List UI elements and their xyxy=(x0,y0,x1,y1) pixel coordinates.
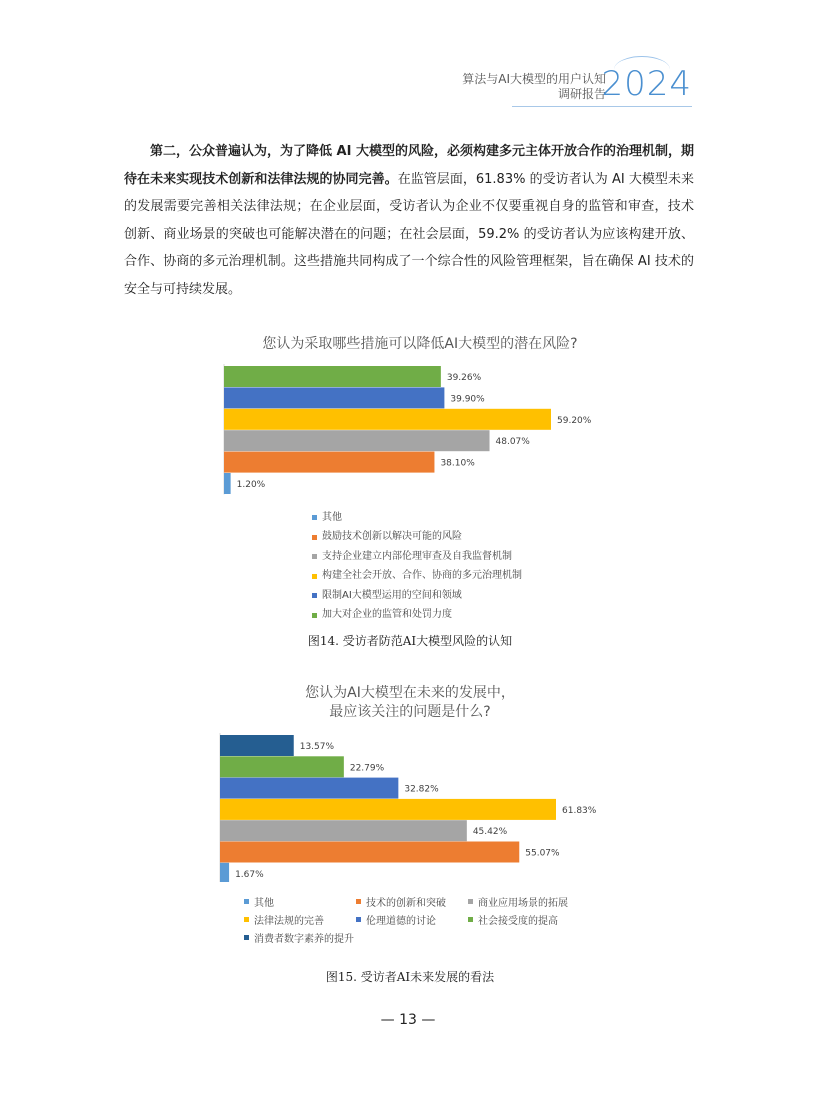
chart1-data-label: 1.20% xyxy=(236,480,266,490)
chart2-data-label: 22.79% xyxy=(349,763,385,774)
chart2-bar xyxy=(220,842,519,863)
chart2-bar xyxy=(220,735,294,756)
chart2-legend-label: 法律法规的完善 xyxy=(254,915,324,927)
legend-swatch xyxy=(468,899,473,904)
legend-swatch xyxy=(244,917,249,922)
chart2-legend-label: 技术的创新和突破 xyxy=(366,897,446,909)
legend-swatch xyxy=(244,935,249,940)
page-number: — 13 — xyxy=(380,1012,436,1028)
chart1-legend-label: 限制AI大模型运用的空间和领域 xyxy=(322,589,462,601)
legend-swatch xyxy=(312,515,317,520)
chart2-legend-label: 商业应用场景的拓展 xyxy=(478,897,568,909)
chart2-legend-item xyxy=(468,894,580,909)
chart2-legend-label: 社会接受度的提高 xyxy=(478,915,558,927)
chart2-bar xyxy=(220,799,556,820)
chart2-legend-row xyxy=(244,928,604,946)
header-report-title xyxy=(462,72,606,102)
paragraph-text: 在监管层面，61.83% 的受访者认为 AI 大模型未来的发展需要完善相关法律法规；在企业层面，受访者认为企业不仅要重视自身的监管和审查，技术创新、商业场景的突破也可能解决潜在的问题；在社会层面，59.2% 的受访者认为应该构建开放、合作、协商的多元治理机制。这些措施共同构成了一个综合性的风险管理框架，旨在确保 AI 技术的安全与可持续发展。 xyxy=(124,171,694,297)
legend-swatch xyxy=(312,613,317,618)
chart1-legend-label: 其他 xyxy=(322,511,342,523)
chart2-legend-label: 其他 xyxy=(254,897,274,909)
body-paragraph xyxy=(124,138,694,303)
chart1-legend-item xyxy=(312,606,522,626)
chart2-legend-item xyxy=(356,912,468,927)
chart2-legend-item xyxy=(244,894,356,909)
chart2-title-line2: 最应该关注的问题是什么? xyxy=(329,704,491,720)
paragraph-bold-lead: 第二，公众普遍认为，为了降低 AI 大模型的风险，必须构建多元主体开放合作的治理机制，期待在未来实现技术创新和法律法规的协同完善。 xyxy=(124,144,694,187)
header-divider xyxy=(512,106,692,107)
chart2-data-label: 32.82% xyxy=(404,784,439,795)
chart1-bar xyxy=(224,387,444,408)
chart2-legend-item xyxy=(244,930,356,945)
chart1-title: 您认为采取哪些措施可以降低AI大模型的潜在风险? xyxy=(262,336,578,352)
chart2-data-label: 61.83% xyxy=(562,805,597,816)
header-title-line1: 算法与AI大模型的用户认知 xyxy=(462,72,606,86)
chart2-title xyxy=(200,684,620,722)
chart1-bar xyxy=(224,473,231,494)
chart1-legend-label: 鼓励技术创新以解决可能的风险 xyxy=(322,531,462,543)
chart2-bar xyxy=(220,778,398,799)
chart1-legend-item xyxy=(312,508,522,528)
chart1-caption: 图14. 受访者防范AI大模型风险的认知 xyxy=(307,634,513,648)
legend-swatch xyxy=(244,899,249,904)
page-header xyxy=(452,60,692,110)
chart1-plot xyxy=(0,362,816,512)
legend-swatch xyxy=(312,574,317,579)
chart1-legend-label: 加大对企业的监管和处罚力度 xyxy=(322,609,452,621)
chart2-title-line1: 您认为AI大模型在未来的发展中， xyxy=(305,685,515,701)
chart2-legend-item xyxy=(244,912,356,927)
legend-swatch xyxy=(312,535,317,540)
legend-swatch xyxy=(312,593,317,598)
chart1-data-label: 39.90% xyxy=(450,394,485,405)
chart2-legend-row xyxy=(244,892,604,910)
chart1-data-label: 39.26% xyxy=(446,373,482,383)
chart2-legend-label: 消费者数字素养的提升 xyxy=(254,933,354,945)
chart1-data-label: 38.10% xyxy=(440,458,475,469)
chart1-legend-item xyxy=(312,586,522,606)
chart1-legend-item xyxy=(312,547,522,567)
legend-swatch xyxy=(356,899,361,904)
chart2-legend xyxy=(244,892,604,946)
chart2-data-label: 55.07% xyxy=(525,848,560,859)
chart2-legend-item xyxy=(468,912,580,927)
chart1-legend-label: 构建全社会开放、合作、协商的多元治理机制 xyxy=(322,570,522,582)
chart1-bar xyxy=(224,430,490,451)
legend-swatch xyxy=(468,917,473,922)
chart1-data-label: 48.07% xyxy=(495,437,530,448)
chart1-legend-label: 支持企业建立内部伦理审查及自我监督机制 xyxy=(322,550,512,562)
chart2-bar xyxy=(220,820,467,841)
chart1-bar xyxy=(224,366,441,387)
chart2-legend-item xyxy=(356,894,468,909)
chart2-data-label: 1.67% xyxy=(235,869,264,880)
chart1-legend xyxy=(312,508,522,625)
chart2-data-label: 45.42% xyxy=(472,827,508,838)
chart2-bar xyxy=(220,863,229,882)
chart2-legend-label: 伦理道德的讨论 xyxy=(366,915,436,927)
chart1-data-label: 59.20% xyxy=(557,415,592,426)
chart2-caption: 图15. 受访者AI未来发展的看法 xyxy=(325,970,495,984)
legend-swatch xyxy=(356,917,361,922)
chart1-legend-item xyxy=(312,567,522,587)
header-year: 2024 xyxy=(601,64,692,104)
chart2-data-label: 13.57% xyxy=(299,742,335,752)
chart1-legend-item xyxy=(312,528,522,548)
chart2-bar xyxy=(220,756,344,777)
header-title-line2: 调研报告 xyxy=(557,87,606,101)
chart2-legend-row xyxy=(244,910,604,928)
chart2-plot xyxy=(0,732,816,882)
chart1-bar xyxy=(224,452,434,473)
legend-swatch xyxy=(312,554,317,559)
chart1-bar xyxy=(224,409,551,430)
